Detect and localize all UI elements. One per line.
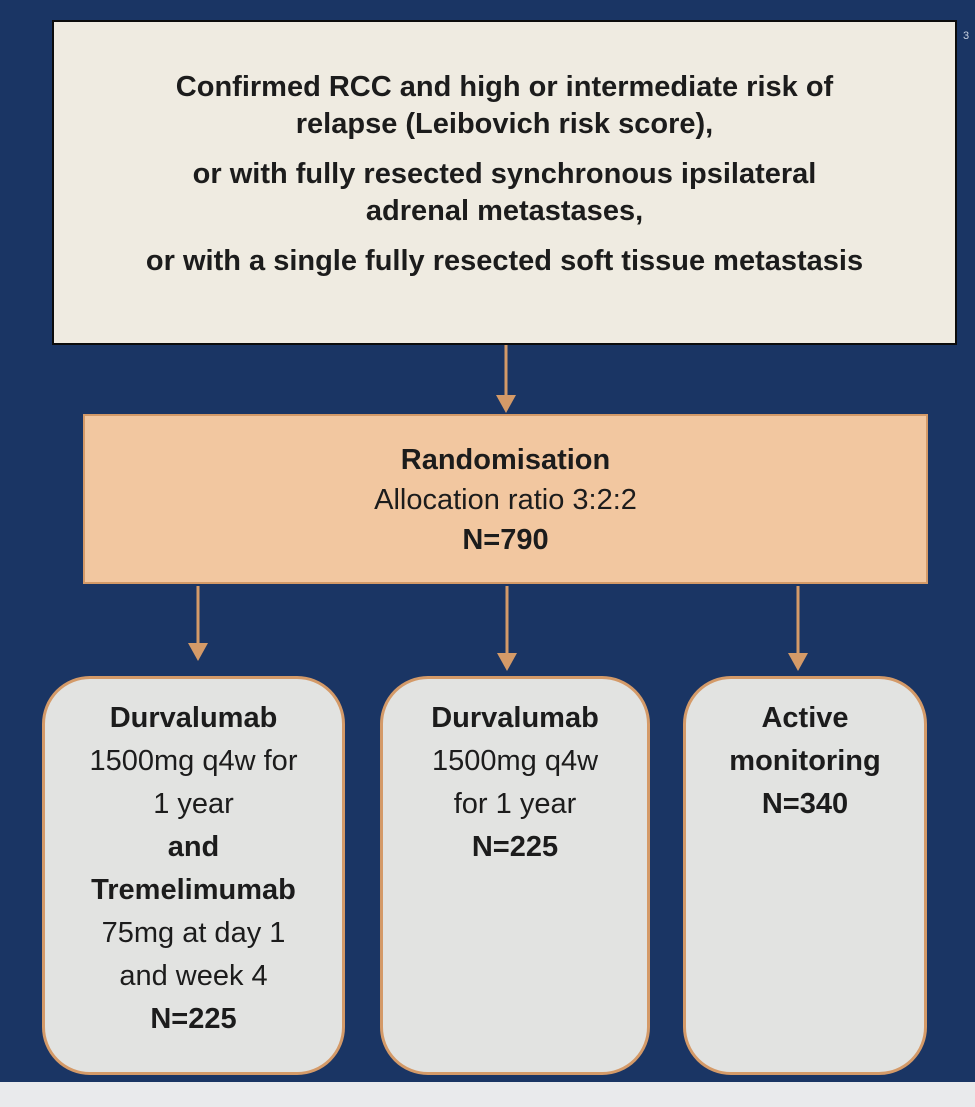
eligibility-line-1: Confirmed RCC and high or intermediate risk of relapse (Leibovich risk score), [175,71,834,140]
arm-active-monitoring [683,676,927,1075]
arm-1-conjunction: and [167,831,220,863]
eligibility-box [52,20,957,345]
arm-3-label-line-2: monitoring [729,745,881,777]
arm-1-dose-line-3: 75mg at day 1 [101,917,286,949]
arm-2-dose-line-2: for 1 year [453,788,577,820]
slide-number: 3 [963,30,970,42]
eligibility-line-3: or with a single fully resected soft tissue metastasis [145,245,864,277]
arm-3-n: N=340 [761,788,849,820]
eligibility-line-2: or with fully resected synchronous ipsilateral adrenal metastases, [192,158,817,227]
randomisation-box [83,414,928,584]
arm-1-dose-line-2: 1 year [153,788,234,820]
arm-durvalumab [380,676,650,1075]
randomisation-n: N=790 [462,524,549,556]
arrowhead-arm-1 [188,643,208,661]
arm-1-n: N=225 [150,1003,237,1035]
arm-1-dose-line-1: 1500mg q4w for [89,745,298,777]
allocation-ratio: Allocation ratio 3:2:2 [374,484,637,516]
arm-2-dose-line-1: 1500mg q4w [431,745,599,777]
randomisation-title: Randomisation [400,444,611,476]
arrowhead-randomisation [496,395,516,413]
arm-1-drug-2: Tremelimumab [91,874,296,906]
arm-1-drug: Durvalumab [109,702,278,734]
arrowhead-arm-3 [788,653,808,671]
arrowhead-arm-2 [497,653,517,671]
arm-durvalumab-tremelimumab [42,676,345,1075]
arm-1-dose-line-4: and week 4 [119,960,268,992]
arm-2-n: N=225 [471,831,559,863]
arm-3-label-line-1: Active [761,702,849,734]
bottom-strip [0,1082,975,1107]
arm-2-drug: Durvalumab [431,702,599,734]
